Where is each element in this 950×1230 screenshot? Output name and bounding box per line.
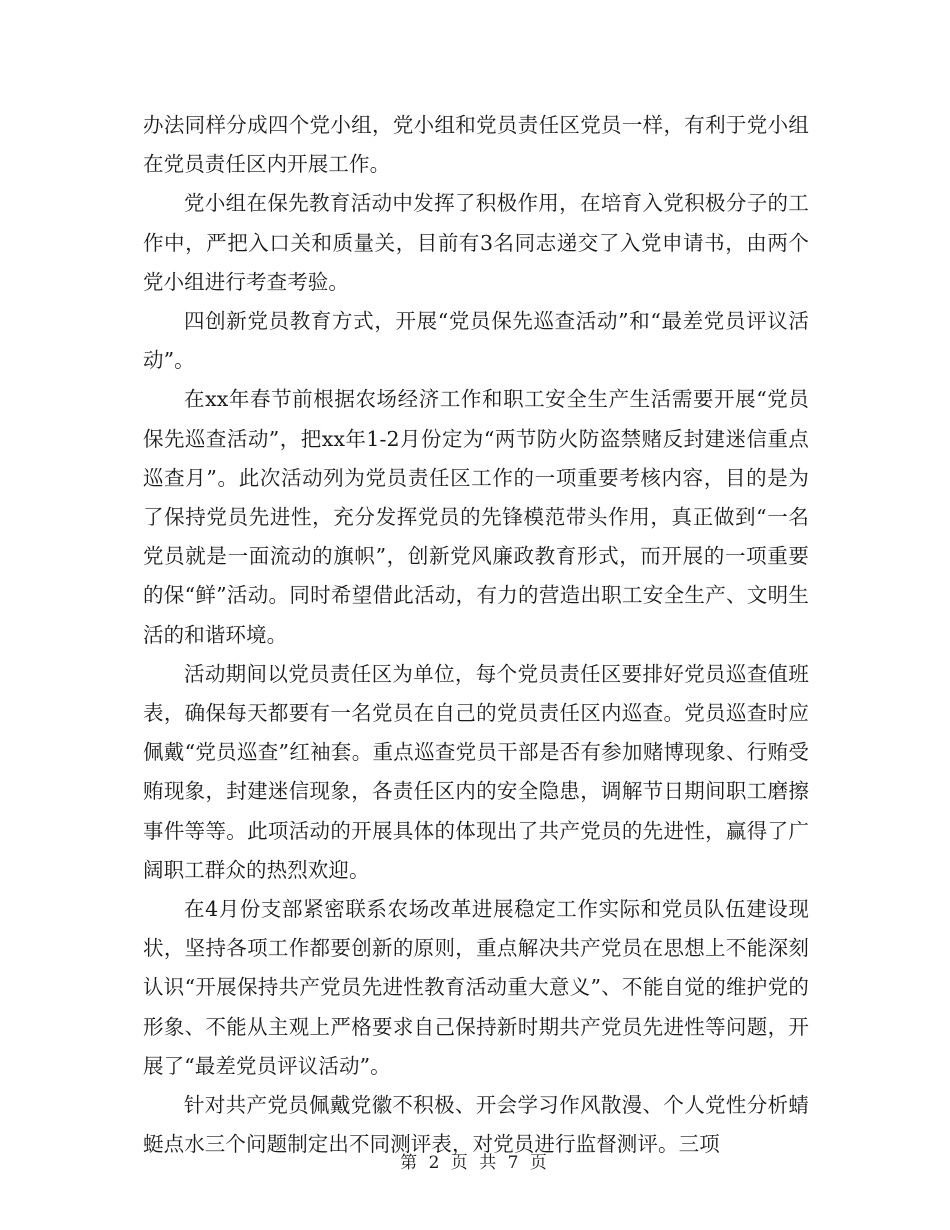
paragraph: 在xx年春节前根据农场经济工作和职工安全生产生活需要开展“党员保先巡查活动”，把xx年1-2月份定为“两节防火防盗禁赌反封建迷信重点巡查月”。此次活动列为党员责任区工作的一项重要考核内容，目的是为了保持党员先进性，充分发挥党员的先锋模范带头作用，真正做到“一名党员就是一面流动的旗帜”，创新党风廉政教育形式，而开展的一项重要的保“鲜”活动。同时希望借此活动，有力的营造出职工安全生产、文明生活的和谐环境。 bbox=[143, 387, 809, 647]
paragraph: 针对共产党员佩戴党徽不积极、开会学习作风散漫、个人党性分析蜻蜓点水三个问题制定出不同测评表，对党员进行监督测评。三项 bbox=[143, 1093, 809, 1157]
document-body bbox=[143, 106, 809, 1164]
paragraph: 党小组在保先教育活动中发挥了积极作用，在培育入党积极分子的工作中，严把入口关和质量关，目前有3名同志递交了入党申请书，由两个党小组进行考查考验。 bbox=[143, 191, 809, 294]
paragraph: 活动期间以党员责任区为单位，每个党员责任区要排好党员巡查值班表，确保每天都要有一名党员在自己的党员责任区内巡查。党员巡查时应佩戴“党员巡查”红袖套。重点巡查党员干部是否有参加赌博现象、行贿受贿现象，封建迷信现象，各责任区内的安全隐患，调解节日期间职工磨擦事件等等。此项活动的开展具体的体现出了共产党员的先进性，赢得了广阔职工群众的热烈欢迎。 bbox=[143, 661, 809, 882]
paragraph-section-heading: 四创新党员教育方式，开展“党员保先巡查活动”和“最差党员评议活动”。 bbox=[143, 309, 809, 373]
page-number-footer: 第 2 页 共 7 页 bbox=[400, 1153, 550, 1173]
paragraph-continuation: 办法同样分成四个党小组，党小组和党员责任区党员一样，有利于党小组在党员责任区内开展工作。 bbox=[143, 113, 809, 177]
paragraph: 在4月份支部紧密联系农场改革进展稳定工作实际和党员队伍建设现状，坚持各项工作都要创新的原则，重点解决共产党员在思想上不能深刻认识“开展保持共产党员先进性教育活动重大意义”、不能自觉的维护党的形象、不能从主观上严格要求自己保持新时期共产党员先进性等问题，开展了“最差党员评议活动”。 bbox=[143, 897, 809, 1078]
